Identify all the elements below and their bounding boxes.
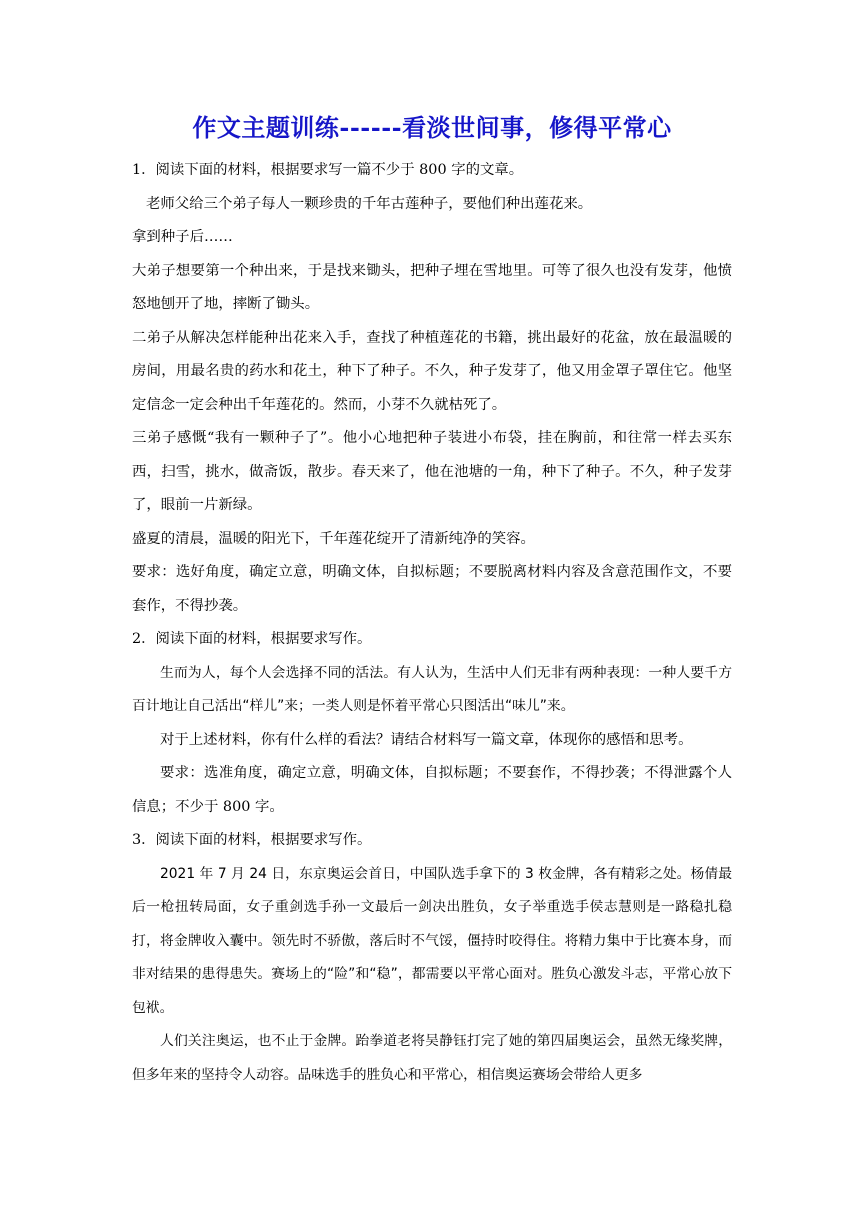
question-3-prompt: 3．阅读下面的材料，根据要求写作。 bbox=[132, 832, 372, 848]
question-1-requirements: 要求：选好角度，确定立意，明确文体，自拟标题；不要脱离材料内容及含意范围作文，不要套作，不得抄袭。 bbox=[132, 564, 732, 614]
question-2 bbox=[132, 623, 732, 824]
question-1-material-paragraph: 二弟子从解决怎样能种出花来入手，查找了种植莲花的书籍，挑出最好的花盆，放在最温暖的房间，用最名贵的药水和花土，种下了种子。不久，种子发芽了，他又用金罩子罩住它。他坚定信念一定会种出千年莲花的。然而，小芽不久就枯死了。 bbox=[132, 329, 732, 413]
question-2-prompt: 2．阅读下面的材料，根据要求写作。 bbox=[132, 631, 372, 647]
question-2-requirements: 要求：选准角度，确定立意，明确文体，自拟标题；不要套作，不得抄袭；不得泄露个人信息；不少于 800 字。 bbox=[132, 765, 732, 815]
question-3-material-paragraph: 人们关注奥运，也不止于金牌。跆拳道老将吴静钰打完了她的第四届奥运会，虽然无缘奖牌，但多年来的坚持令人动容。品味选手的胜负心和平常心，相信奥运赛场会带给人更多 bbox=[132, 1033, 732, 1083]
document-title: 作文主题训练------看淡世间事，修得平常心 bbox=[192, 113, 672, 142]
question-2-material-paragraph: 生而为人，每个人会选择不同的活法。有人认为，生活中人们无非有两种表现：一种人要千方百计地让自己活出“样儿”来；一类人则是怀着平常心只图活出“味儿”来。 bbox=[132, 664, 732, 714]
question-3-material-paragraph: 2021 年 7 月 24 日，东京奥运会首日，中国队选手拿下的 3 枚金牌，各有精彩之处。杨倩最后一枪扭转局面，女子重剑选手孙一文最后一剑决出胜负，女子举重选手侯志慧则是一路稳扎稳打，将金牌收入囊中。领先时不骄傲，落后时不气馁，僵持时咬得住。将精力集中于比赛本身，而非对结果的患得患失。赛场上的“险”和“稳”，都需要以平常心面对。胜负心激发斗志，平常心放下包袱。 bbox=[132, 865, 732, 1016]
question-3 bbox=[132, 824, 732, 1092]
question-1-material-paragraph: 拿到种子后…… bbox=[132, 229, 233, 245]
question-1-material-paragraph: 盛夏的清晨，温暖的阳光下，千年莲花绽开了清新纯净的笑容。 bbox=[132, 530, 535, 547]
question-1 bbox=[132, 154, 732, 623]
question-1-material-paragraph: 大弟子想要第一个种出来，于是找来锄头，把种子埋在雪地里。可等了很久也没有发芽，他愤怒地刨开了地，摔断了锄头。 bbox=[132, 262, 732, 312]
question-1-prompt: 1．阅读下面的材料，根据要求写一篇不少于 800 字的文章。 bbox=[132, 162, 524, 178]
question-1-material-paragraph: 三弟子感慨“我有一颗种子了”。他小心地把种子装进小布袋，挂在胸前，和往常一样去买东西，扫雪，挑水，做斋饭，散步。春天来了，他在池塘的一角，种下了种子。不久，种子发芽了，眼前一片新绿。 bbox=[132, 430, 732, 513]
question-1-material-paragraph: 老师父给三个弟子每人一颗珍贵的千年古莲种子，要他们种出莲花来。 bbox=[146, 195, 593, 212]
question-2-instruction: 对于上述材料，你有什么样的看法？请结合材料写一篇文章，体现你的感悟和思考。 bbox=[160, 731, 693, 748]
document-page bbox=[132, 108, 732, 1092]
